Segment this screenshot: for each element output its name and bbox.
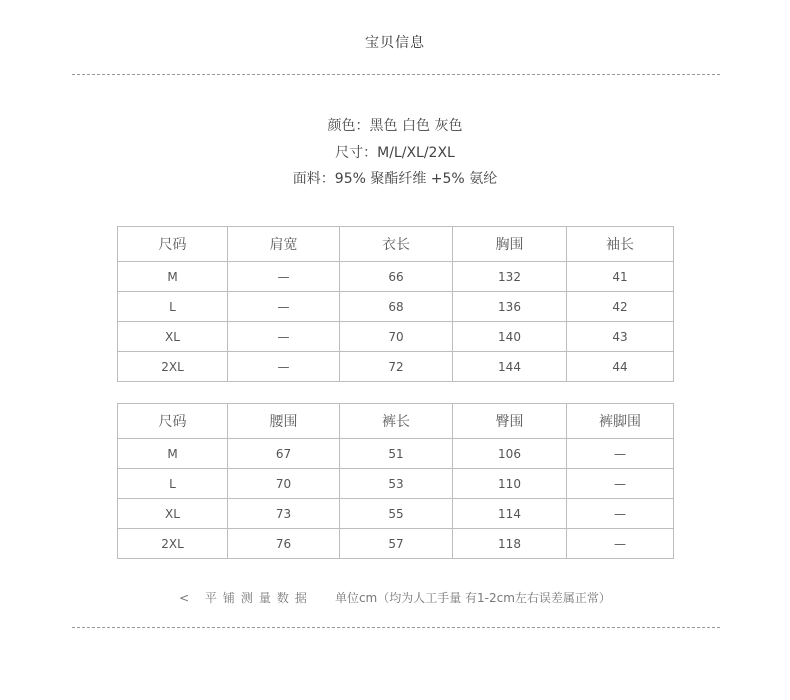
header-cell: 尺码 (118, 227, 228, 262)
table-cell: L (118, 292, 228, 322)
table-cell: 44 (567, 352, 674, 382)
table-cell: L (118, 469, 228, 499)
header-cell: 胸围 (453, 227, 567, 262)
table-cell: 118 (453, 529, 567, 559)
table-cell: 114 (453, 499, 567, 529)
bottom-size-table (117, 403, 674, 559)
table-row (118, 499, 674, 529)
table-cell: — (228, 322, 340, 352)
table-cell: 66 (340, 262, 453, 292)
top-size-table (117, 226, 674, 382)
table-cell: — (228, 292, 340, 322)
table-cell: 43 (567, 322, 674, 352)
table-cell: 2XL (118, 352, 228, 382)
header-cell: 袖长 (567, 227, 674, 262)
table-row (118, 292, 674, 322)
info-size: 尺寸：M/L/XL/2XL (335, 144, 455, 161)
measurement-lead: < 平铺测量数据 (179, 591, 313, 605)
table-cell: 41 (567, 262, 674, 292)
table-cell: — (567, 529, 674, 559)
table-cell: 132 (453, 262, 567, 292)
table-cell: 68 (340, 292, 453, 322)
table-cell: 55 (340, 499, 453, 529)
header-cell: 裤脚围 (567, 404, 674, 439)
product-info (0, 113, 790, 193)
table-cell: XL (118, 322, 228, 352)
table-cell: 106 (453, 439, 567, 469)
table-cell: — (567, 469, 674, 499)
header-cell: 尺码 (118, 404, 228, 439)
header-cell: 肩宽 (228, 227, 340, 262)
table-cell: 70 (340, 322, 453, 352)
table-cell: 53 (340, 469, 453, 499)
top-divider (72, 74, 720, 75)
table-cell: XL (118, 499, 228, 529)
header-cell: 衣长 (340, 227, 453, 262)
bottom-divider (72, 627, 720, 628)
table-cell: 70 (228, 469, 340, 499)
table-row (118, 352, 674, 382)
table-cell: 42 (567, 292, 674, 322)
header-cell: 裤长 (340, 404, 453, 439)
table-cell: — (228, 352, 340, 382)
table-cell: — (567, 499, 674, 529)
table-row (118, 469, 674, 499)
table-cell: 140 (453, 322, 567, 352)
measurement-unit-note: 单位cm（均为人工手量 有1-2cm左右误差属正常） (334, 591, 611, 605)
header-cell: 腰围 (228, 404, 340, 439)
table-row (118, 529, 674, 559)
page-title: 宝贝信息 (365, 35, 425, 51)
table-row (118, 262, 674, 292)
table-cell: — (567, 439, 674, 469)
table-row (118, 322, 674, 352)
table-cell: 76 (228, 529, 340, 559)
table-cell: 57 (340, 529, 453, 559)
table-cell: 136 (453, 292, 567, 322)
table-header-row (118, 227, 674, 262)
table-cell: 110 (453, 469, 567, 499)
table-cell: M (118, 262, 228, 292)
table-cell: 144 (453, 352, 567, 382)
table-header-row (118, 404, 674, 439)
measurement-note (0, 589, 790, 606)
info-color: 颜色：黑色 白色 灰色 (327, 118, 463, 134)
table-cell: — (228, 262, 340, 292)
table-cell: 2XL (118, 529, 228, 559)
info-fabric: 面料：95% 聚酯纤维 +5% 氨纶 (292, 171, 498, 187)
table-cell: 73 (228, 499, 340, 529)
table-cell: 67 (228, 439, 340, 469)
table-cell: 51 (340, 439, 453, 469)
table-row (118, 439, 674, 469)
header-cell: 臀围 (453, 404, 567, 439)
table-cell: M (118, 439, 228, 469)
table-cell: 72 (340, 352, 453, 382)
